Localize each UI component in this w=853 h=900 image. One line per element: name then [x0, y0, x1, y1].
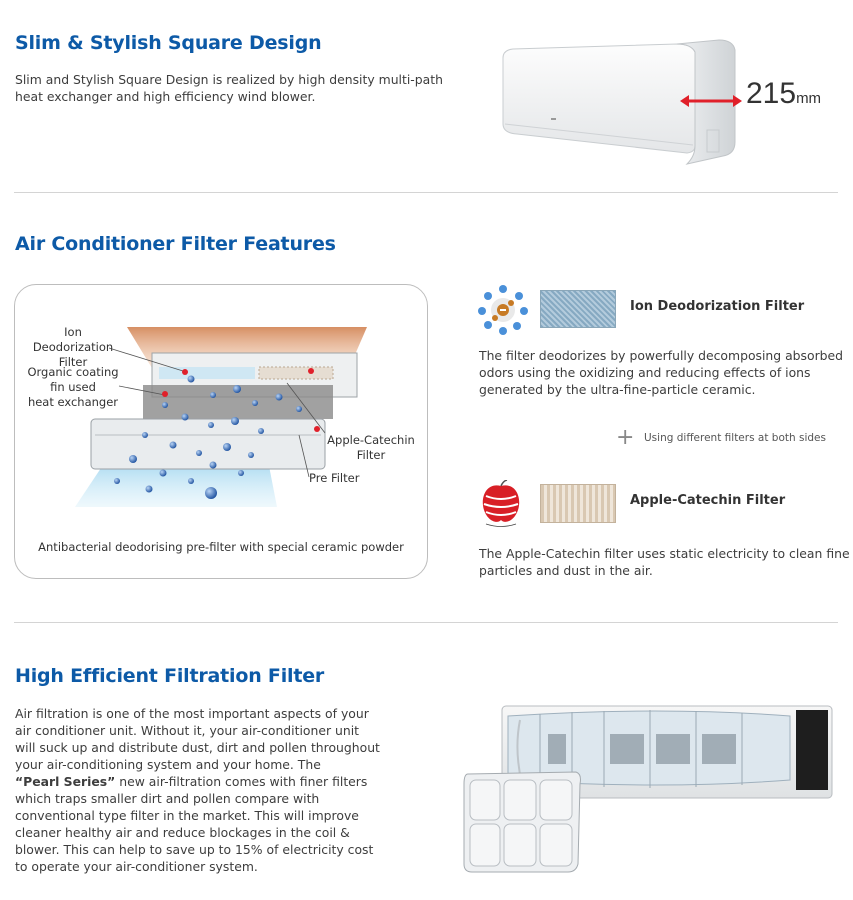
filtration-line-2: air conditioner unit. Without it, your air-conditioner unit: [15, 723, 359, 738]
filter-diagram-box: [14, 284, 428, 579]
label-organic-line-3: heat exchanger: [27, 395, 119, 409]
filters-note: Using different filters at both sides: [644, 432, 826, 444]
divider-1: [14, 192, 838, 193]
slim-design-line-1: Slim and Stylish Square Design is realized by high density multi-path: [15, 72, 443, 87]
filtration-line-8: cleaner healthy air and reduce blockages in the coil &: [15, 825, 350, 840]
dimension-label: [746, 77, 821, 111]
section-title-slim-design: Slim & Stylish Square Design: [15, 32, 322, 54]
label-apple-line-2: Filter: [356, 448, 386, 462]
section-title-filter-features: Air Conditioner Filter Features: [15, 233, 336, 255]
label-ion-deodorization: [27, 325, 119, 370]
plus-icon: +: [616, 425, 635, 450]
apple-logo-icon: [478, 480, 524, 528]
filter-panel: [464, 772, 581, 872]
filtration-line-9: blower. This can help to save up to 15% of electricity cost: [15, 842, 374, 857]
diagram-caption: Antibacterial deodorising pre-filter with special ceramic powder: [38, 540, 404, 554]
dimension-unit: mm: [796, 90, 822, 107]
ion-filter-line-1: The filter deodorizes by powerfully decomposing absorbed: [479, 348, 844, 363]
label-apple-line-1: Apple-Catechin: [327, 433, 415, 447]
apple-filter-title: Apple-Catechin Filter: [630, 493, 786, 508]
ion-filter-line-2: odors using the oxidizing and reducing effects of ions: [479, 365, 811, 380]
label-organic-line-1: Organic coating: [27, 365, 119, 379]
filtration-line-5-text: new air-filtration comes with finer filters: [119, 774, 368, 789]
apple-filter-swatch: [540, 484, 616, 523]
filtration-line-3: will suck up and distribute dust, dirt and pollen throughout: [15, 740, 380, 755]
filtration-line-4: your air-conditioning system and your home. The: [15, 757, 321, 772]
divider-2: [14, 622, 838, 623]
dimension-arrow-icon: [680, 93, 742, 109]
open-ac-unit-image: [460, 704, 838, 876]
label-pre-filter: Pre Filter: [309, 471, 360, 485]
ion-filter-swatch: [540, 290, 616, 328]
apple-filter-line-2: particles and dust in the air.: [479, 563, 653, 578]
filtration-line-6: which traps smaller dirt and pollen compare with: [15, 791, 320, 806]
label-apple-catechin: [321, 433, 421, 463]
filtration-line-1: Air filtration is one of the most important aspects of your: [15, 706, 369, 721]
ion-filter-description: [479, 347, 843, 398]
section-title-filtration: High Efficient Filtration Filter: [15, 665, 325, 687]
label-organic-line-2: fin used: [50, 380, 96, 394]
apple-filter-line-1: The Apple-Catechin filter uses static electricity to clean fine: [479, 546, 850, 561]
ion-filter-line-3: generated by the ultra-fine-particle ceramic.: [479, 382, 756, 397]
ion-icon: [478, 285, 528, 335]
apple-filter-description: [479, 545, 850, 579]
label-ion-line-1: Ion Deodorization: [32, 325, 114, 354]
filtration-line-7: conventional type filter in the market. This will improve: [15, 808, 359, 823]
slim-design-description: [15, 71, 443, 105]
pearl-series-label: “Pearl Series”: [15, 774, 116, 789]
label-organic-coating: [27, 365, 119, 410]
filtration-line-5: [15, 773, 380, 790]
filtration-line-10: to operate your air-conditioner system.: [15, 859, 258, 874]
label-ion-line-2: Filter: [58, 355, 88, 369]
dimension-value: 215: [746, 77, 797, 110]
filtration-description: [15, 705, 380, 875]
slim-design-line-2: heat exchanger and high efficiency wind blower.: [15, 89, 316, 104]
ion-filter-title: Ion Deodorization Filter: [630, 299, 805, 314]
